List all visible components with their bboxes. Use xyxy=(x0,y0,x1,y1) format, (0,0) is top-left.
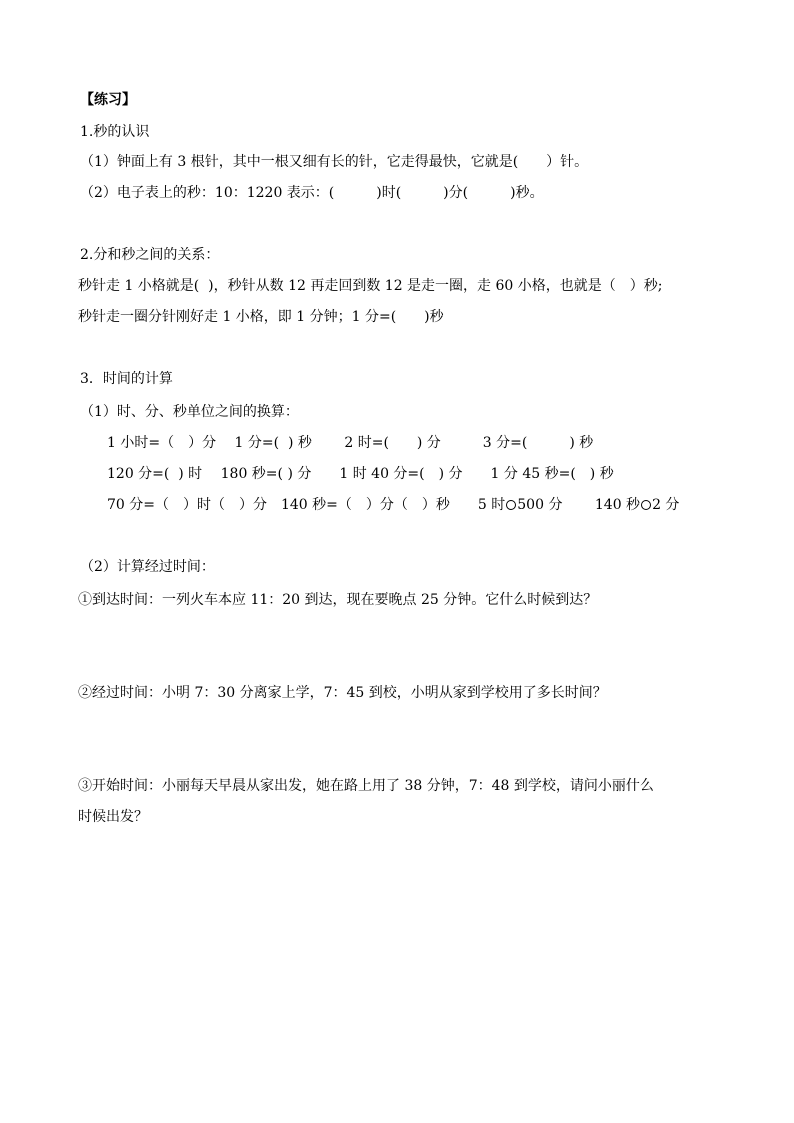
section-2-line-1: 秒针走 1 小格就是( )，秒针从数 12 再走回到数 12 是走一圈，走 60 小格，也就是（ ）秒; xyxy=(78,278,663,294)
question-1-1: （1）钟面上有 3 根针，其中一根又细有长的针，它走得最快，它就是( ）针。 xyxy=(80,154,589,170)
problem-start-line-1: ③开始时间：小丽每天早晨从家出发，她在路上用了 38 分钟，7：48 到学校，请问小丽什么 xyxy=(78,778,654,794)
conversion-row-3-part-b: 500 分 140 秒 xyxy=(517,497,641,513)
compare-circle-2[interactable] xyxy=(641,500,651,510)
question-1-2: （2）电子表上的秒：10：1220 表示：( )时( )分( )秒。 xyxy=(80,185,544,201)
conversion-row-2: 120 分=( ) 时 180 秒=( ) 分 1 时 40 分=( ) 分 1 分 45 秒=( ) 秒 xyxy=(107,466,614,482)
exercise-heading: 【练习】 xyxy=(80,92,136,108)
conversion-row-3-part-a: 70 分=（ ）时（ ）分 140 秒=（ ）分（ ）秒 5 时 xyxy=(107,497,506,513)
conversion-row-3-part-c: 2 分 xyxy=(652,497,680,513)
section-2-title: 2.分和秒之间的关系： xyxy=(80,247,220,263)
problem-elapsed: ②经过时间：小明 7：30 分离家上学，7：45 到校，小明从家到学校用了多长时间？ xyxy=(78,685,607,701)
section-2-line-2: 秒针走一圈分针刚好走 1 小格，即 1 分钟；1 分=( )秒 xyxy=(78,309,444,325)
compare-circle-1[interactable] xyxy=(506,500,516,510)
section-3-sub-2: （2）计算经过时间： xyxy=(80,559,215,575)
conversion-row-3 xyxy=(107,496,679,514)
section-1-title: 1.秒的认识 xyxy=(80,124,150,140)
problem-arrival: ①到达时间：一列火车本应 11：20 到达，现在要晚点 25 分钟。它什么时候到达？ xyxy=(78,592,598,608)
conversion-row-1: 1 小时=（ ）分 1 分=( ) 秒 2 时=( ) 分 3 分=( ) 秒 xyxy=(107,435,594,451)
section-3-title: 3．时间的计算 xyxy=(80,371,173,387)
section-3-sub-1: （1）时、分、秒单位之间的换算： xyxy=(80,404,299,420)
problem-start-line-2: 时候出发？ xyxy=(78,809,148,825)
